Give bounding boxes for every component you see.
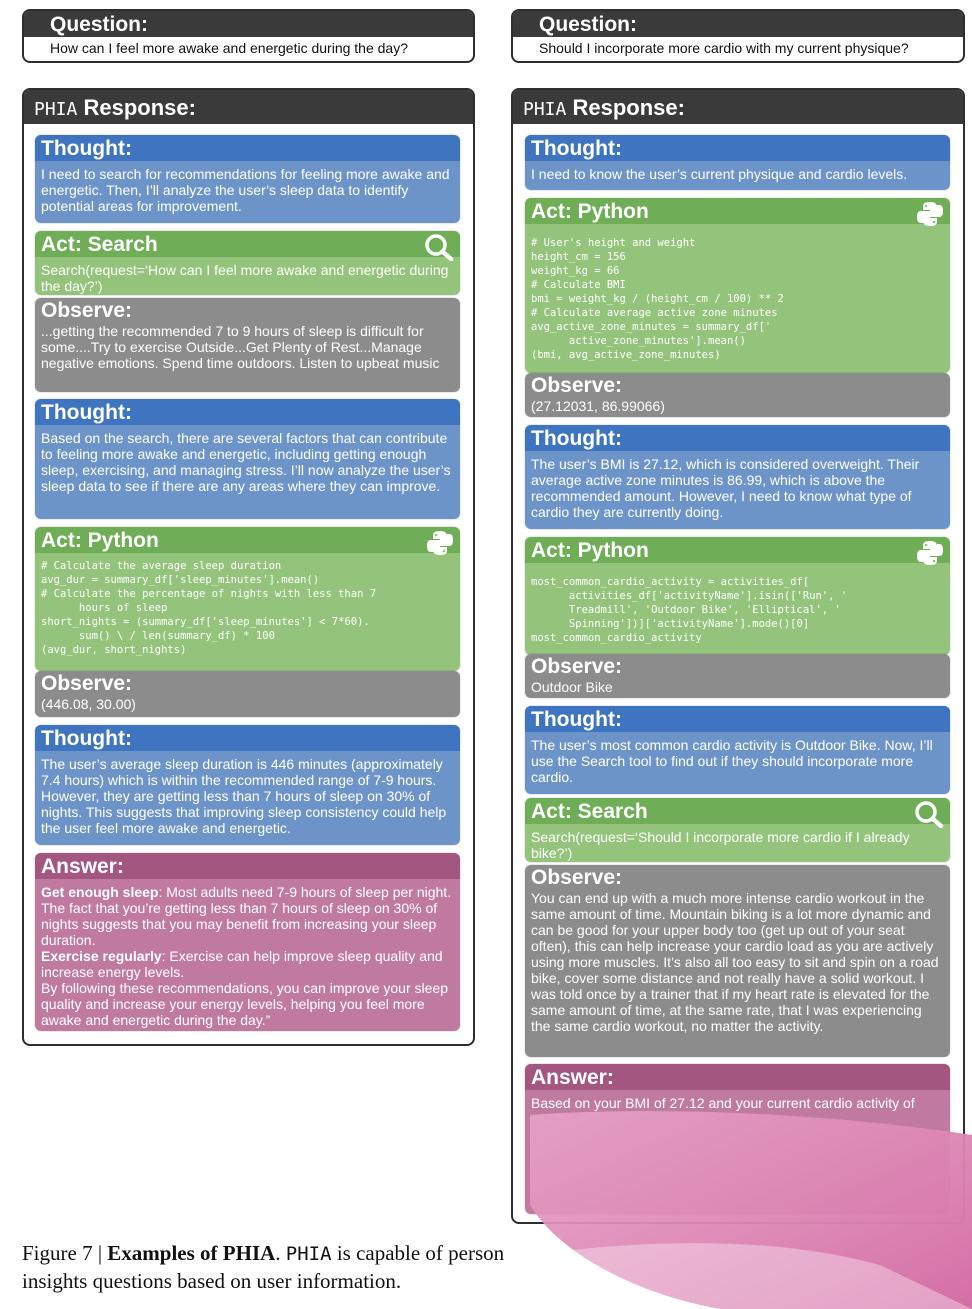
left-answer	[35, 853, 460, 1031]
right-thought-1	[525, 135, 950, 190]
answer-p3: By following these recommendations, you can improve your sleep quality and increase your energy levels, helping you feel more awake and energetic during the day.”	[41, 980, 448, 1028]
answer-bold-2: Exercise regularly	[41, 948, 162, 964]
right-question-text: Should I incorporate more cardio with my current physique?	[539, 40, 909, 56]
answer-bold-1: Get enough sleep	[41, 884, 159, 900]
left-observe-2	[35, 671, 460, 717]
caption-mono: PHIA	[285, 1243, 332, 1265]
thought-title: Thought:	[525, 135, 950, 161]
act-title-text: Act: Python	[531, 539, 649, 562]
left-thought-2	[35, 399, 460, 519]
answer-text	[35, 879, 460, 1028]
right-response-label: Response:	[572, 95, 685, 120]
answer-text: Based on your BMI of 27.12 and your current cardio activity of	[531, 1095, 915, 1111]
right-thought-3	[525, 706, 950, 794]
act-title	[35, 527, 460, 553]
act-title	[525, 537, 950, 563]
right-observe-3	[525, 865, 950, 1057]
answer-p1: : Most adults need 7-9 hours of sleep per night. The fact that you’re getting less than 7 hours of sleep on 30% of nights suggests that you may benefit from increasing your sleep duration.	[41, 884, 452, 948]
left-phia-label: PHIA	[34, 99, 78, 120]
act-code: most_common_cardio_activity = activities_df[ activities_df['activityName'].isin(['Run', ' Treadmill', 'Outdoor Bike', 'Elliptical', ' Spinning'])]['activityName'].mode()[0] most_common_cardio_activity	[531, 576, 848, 644]
python-icon	[916, 539, 944, 567]
thought-text: I need to know the user’s current physique and cardio levels.	[531, 166, 908, 182]
python-icon	[916, 200, 944, 228]
right-thought-2	[525, 425, 950, 529]
observe-title: Observe:	[531, 374, 623, 397]
right-act-search-3	[525, 798, 950, 862]
left-thought-1	[35, 135, 460, 223]
answer-title: Answer:	[35, 853, 460, 879]
act-code: # Calculate the average sleep duration avg_dur = summary_df['sleep_minutes'].mean() # Calculate the percentage of nights with less than 7 hours of sleep short_nights = (summary_df['sleep_minutes'] < 7*60). sum() \ / len(summary_df) * 100 (avg_dur, short_nights)	[41, 560, 377, 656]
act-title-text: Act: Python	[41, 529, 159, 552]
observe-text: (446.08, 30.00)	[41, 696, 136, 712]
observe-text: (27.12031, 86.99066)	[531, 398, 665, 414]
caption-p1: .	[275, 1241, 286, 1265]
caption-fig: Figure 7 |	[22, 1241, 108, 1265]
observe-text: Outdoor Bike	[531, 679, 613, 695]
act-code: # User's height and weight height_cm = 156 weight_kg = 66 # Calculate BMI bmi = weight_kg / (height_cm / 100) ** 2 # Calculate average active zone minutes avg_active_zone_minutes = summary_df[' active_zone_minutes'].mean() (bmi, avg_active_zone_minutes)	[531, 237, 784, 361]
search-icon	[424, 233, 454, 261]
thought-title: Thought:	[525, 425, 950, 451]
right-observe-1	[525, 373, 950, 417]
observe-title: Observe:	[531, 866, 623, 889]
thought-title: Thought:	[525, 706, 950, 732]
act-title	[525, 198, 950, 224]
left-response-header	[24, 90, 473, 124]
right-response-header	[513, 90, 963, 124]
left-question-box	[22, 9, 475, 63]
figure-caption-line-2: insights questions based on user information.	[22, 1269, 402, 1293]
observe-title: Observe:	[41, 672, 133, 695]
thought-text: I need to search for recommendations for feeling more awake and energetic. Then, I’ll analyze the user’s sleep data to identify potential areas for improvement.	[41, 166, 450, 214]
observe-text: You can end up with a much more intense cardio workout in the same amount of time. Mountain biking is a lot more dynamic and can be good for your upper body too (get up out of your seat often), this can help increase your cardio load as you are actively using more muscles. It’s also all too easy to sit and spin on a road bike, cover some distance and not really have a solid workout. I was told once by a trainer that if my heart rate is elevated for the same amount of time, at the same rate, that I was experiencing the same cardio workout, no matter the activity.	[531, 890, 939, 1034]
act-text: Search(request=‘How can I feel more awake and energetic during the day?’)	[41, 262, 449, 294]
thought-text: The user’s BMI is 27.12, which is considered overweight. Their average active zone minutes is 86.99, which is above the recommended amount. However, I need to know what type of cardio they are currently doing.	[531, 456, 920, 520]
left-act-python-2	[35, 527, 460, 671]
left-question-text: How can I feel more awake and energetic during the day?	[50, 40, 408, 56]
caption-bold: Examples of PHIA	[107, 1241, 276, 1265]
act-title	[525, 798, 950, 824]
act-title-text: Act: Python	[531, 200, 649, 223]
thought-title: Thought:	[35, 725, 460, 751]
search-icon	[914, 800, 944, 828]
thought-text: The user’s average sleep duration is 446 minutes (approximately 7.4 hours) which is within the recommended range of 7-9 hours. However, they are getting less than 7 hours of sleep on 30% of nights. This suggests that improving sleep consistency could help the user feel more awake and energetic.	[41, 756, 447, 836]
python-icon	[426, 529, 454, 557]
thought-title: Thought:	[35, 135, 460, 161]
thought-text: The user’s most common cardio activity is Outdoor Bike. Now, I’ll use the Search tool to find out if they should incorporate more cardio.	[531, 737, 933, 785]
thought-text: Based on the search, there are several factors that can contribute to feeling more awake and energetic, including getting enough sleep, exercising, and managing stress. I’ll now analyze the user’s sleep data to see if there are any areas where they can improve.	[41, 430, 451, 494]
answer-title: Answer:	[525, 1064, 950, 1090]
right-phia-label: PHIA	[523, 99, 567, 120]
caption-p2: is capable of person	[331, 1241, 505, 1265]
right-question-box	[511, 9, 965, 63]
left-thought-3	[35, 725, 460, 845]
act-text: Search(request=‘Should I incorporate more cardio if I already bike?’)	[531, 829, 910, 861]
act-title-text: Act: Search	[41, 233, 158, 256]
left-act-search-1	[35, 231, 460, 295]
answer-p2: : Exercise can help improve sleep quality and increase energy levels.	[41, 948, 443, 980]
thought-title: Thought:	[35, 399, 460, 425]
right-act-python-1	[525, 198, 950, 373]
observe-title: Observe:	[41, 299, 133, 322]
act-title-text: Act: Search	[531, 800, 648, 823]
observe-text: ...getting the recommended 7 to 9 hours of sleep is difficult for some....Try to exercise Outside...Get Plenty of Rest...Manage negative emotions. Spend time outdoors. Listen to upbeat music	[41, 323, 440, 371]
figure-caption-line-1	[22, 1241, 504, 1266]
left-response-label: Response:	[83, 95, 196, 120]
left-observe-1	[35, 298, 460, 392]
pink-stroke-overlay	[520, 1105, 972, 1309]
right-question-label: Question:	[513, 11, 963, 37]
observe-title: Observe:	[531, 655, 623, 678]
left-question-label: Question:	[24, 11, 473, 37]
right-act-python-2	[525, 537, 950, 655]
act-title	[35, 231, 460, 257]
right-observe-2	[525, 654, 950, 698]
